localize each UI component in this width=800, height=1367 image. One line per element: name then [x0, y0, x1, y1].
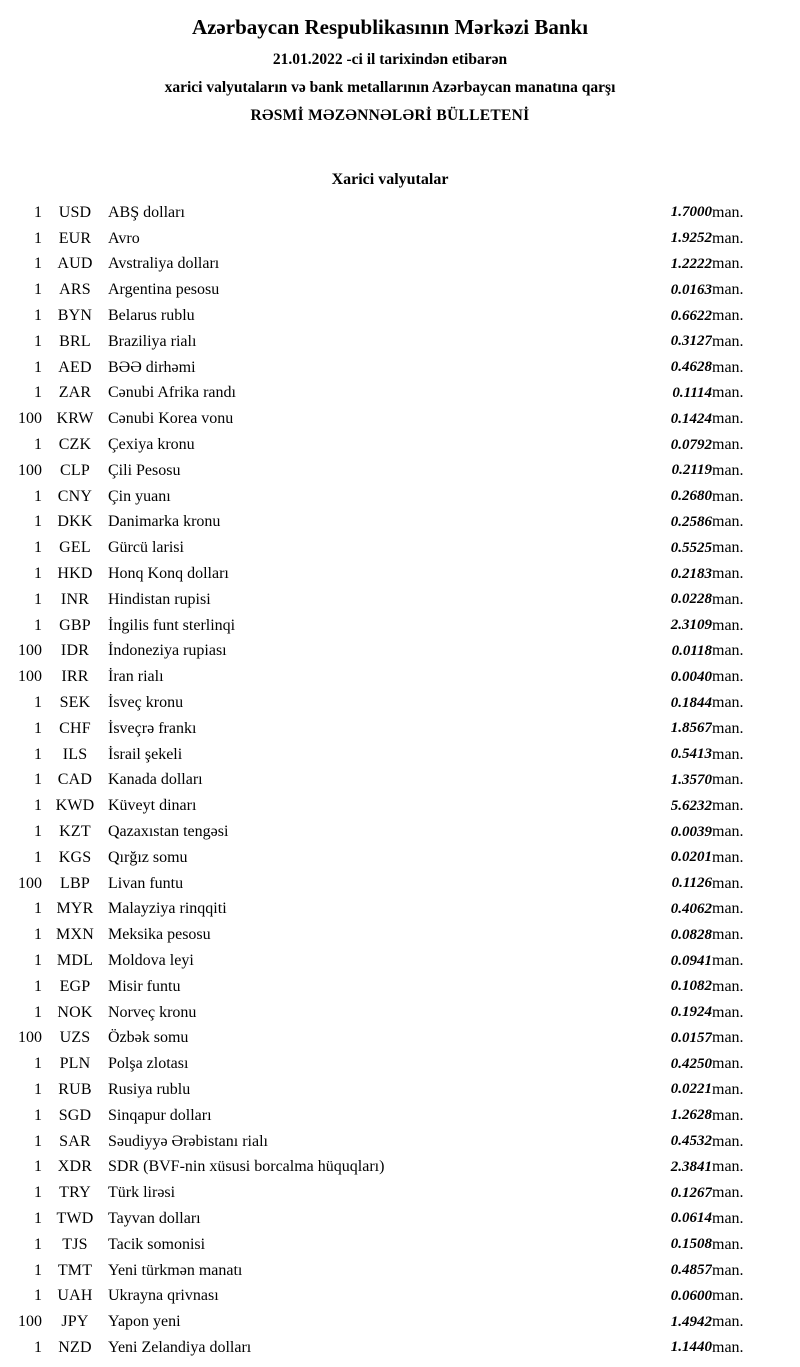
row-code: CHF [59, 719, 91, 737]
row-unit: man. [712, 410, 744, 428]
row-qty: 1 [34, 1261, 42, 1279]
row-unit: man. [712, 642, 744, 660]
row-rate: 0.1126 [671, 875, 712, 892]
rate-row [8, 226, 772, 252]
row-code: TWD [56, 1209, 94, 1227]
row-code: KGS [58, 848, 92, 866]
row-code: TJS [62, 1235, 88, 1253]
row-unit: man. [712, 487, 744, 505]
row-name: Avro [108, 229, 140, 247]
row-code: INR [60, 590, 90, 608]
row-unit: man. [712, 694, 744, 712]
row-rate: 0.4250 [670, 1055, 712, 1072]
rate-row [8, 458, 772, 484]
row-name: Braziliya rialı [108, 332, 197, 350]
row-unit: man. [712, 436, 744, 454]
row-unit: man. [712, 900, 744, 918]
row-code: TRY [59, 1184, 91, 1202]
row-unit: man. [712, 668, 744, 686]
row-qty: 1 [34, 565, 42, 583]
row-code: PLN [59, 1055, 91, 1073]
row-rate: 0.5525 [670, 539, 712, 556]
rate-row [8, 845, 772, 871]
rate-row [8, 432, 772, 458]
row-qty: 1 [34, 255, 42, 273]
row-rate: 1.8567 [670, 720, 712, 737]
row-name: Çili Pesosu [108, 461, 181, 479]
row-qty: 1 [34, 719, 42, 737]
row-rate: 0.0039 [670, 823, 712, 840]
rate-row [8, 1154, 772, 1180]
rate-row [8, 510, 772, 536]
row-qty: 1 [34, 745, 42, 763]
row-code: IDR [60, 642, 90, 660]
row-unit: man. [712, 1184, 744, 1202]
rate-row [8, 922, 772, 948]
row-code: RUB [58, 1080, 92, 1098]
row-unit: man. [712, 384, 744, 402]
row-rate: 1.4942 [670, 1313, 712, 1330]
bank-title: Azərbaycan Respublikasının Mərkəzi Bankı [191, 15, 589, 39]
row-code: BYN [57, 307, 93, 325]
row-rate: 0.1267 [670, 1184, 712, 1201]
row-name: İsveçrə frankı [108, 719, 197, 737]
row-rate: 0.4857 [670, 1262, 712, 1279]
row-code: EGP [59, 977, 91, 995]
row-code: CZK [58, 436, 92, 454]
row-qty: 1 [34, 1132, 42, 1150]
row-unit: man. [712, 255, 744, 273]
rate-row [8, 381, 772, 407]
row-unit: man. [712, 616, 744, 634]
row-qty: 1 [34, 590, 42, 608]
row-code: CAD [57, 771, 93, 789]
row-rate: 1.9252 [670, 230, 712, 247]
row-unit: man. [712, 926, 744, 944]
row-rate: 0.1082 [670, 978, 712, 995]
row-rate: 0.0157 [670, 1029, 712, 1046]
row-unit: man. [712, 823, 744, 841]
section-title: Xarici valyutalar [331, 171, 449, 188]
scope-line: xarici valyutaların və bank metallarının Azərbaycan manatına qarşı [164, 79, 616, 96]
row-qty: 1 [34, 436, 42, 454]
row-qty: 100 [18, 1029, 42, 1047]
row-rate: 0.0040 [670, 668, 712, 685]
row-rate: 0.0600 [670, 1287, 712, 1304]
row-rate: 0.5413 [670, 746, 712, 763]
row-code: SEK [59, 694, 91, 712]
row-qty: 1 [34, 539, 42, 557]
row-unit: man. [712, 1209, 744, 1227]
row-name: Rusiya rublu [108, 1080, 191, 1098]
row-code: BRL [59, 332, 91, 350]
row-unit: man. [712, 565, 744, 583]
row-name: Qazaxıstan tengəsi [108, 823, 229, 841]
row-name: Tacik somonisi [108, 1235, 206, 1253]
row-unit: man. [712, 1287, 744, 1305]
rate-row [8, 1103, 772, 1129]
row-name: Cənubi Afrika randı [108, 384, 236, 402]
rate-row [8, 664, 772, 690]
row-qty: 1 [34, 977, 42, 995]
row-unit: man. [712, 771, 744, 789]
row-qty: 1 [34, 694, 42, 712]
rate-row [8, 819, 772, 845]
row-name: Kanada dolları [108, 771, 203, 789]
row-qty: 100 [18, 461, 42, 479]
row-unit: man. [712, 1313, 744, 1331]
row-code: MYR [56, 900, 94, 918]
row-qty: 1 [34, 203, 42, 221]
row-name: Özbək somu [108, 1029, 189, 1047]
rate-row [8, 974, 772, 1000]
row-name: Livan funtu [108, 874, 184, 892]
rate-row [8, 1335, 772, 1361]
row-rate: 0.3127 [670, 333, 712, 350]
row-name: Malayziya rinqqiti [108, 900, 227, 918]
rate-row [8, 1129, 772, 1155]
row-qty: 1 [34, 1003, 42, 1021]
row-qty: 1 [34, 307, 42, 325]
row-code: JPY [61, 1313, 89, 1331]
row-name: İran rialı [108, 668, 164, 686]
row-rate: 1.1440 [670, 1339, 712, 1356]
row-code: DKK [57, 513, 93, 531]
rate-row [8, 793, 772, 819]
row-qty: 1 [34, 1338, 42, 1356]
row-name: İsveç kronu [108, 694, 184, 712]
rate-row [8, 329, 772, 355]
row-unit: man. [712, 461, 744, 479]
rate-row [8, 1309, 772, 1335]
row-name: İsrail şekeli [108, 745, 183, 763]
row-code: NZD [58, 1338, 92, 1356]
row-code: TMT [57, 1261, 93, 1279]
row-code: LBP [60, 874, 90, 892]
row-code: ILS [62, 745, 88, 763]
row-unit: man. [712, 1055, 744, 1073]
row-unit: man. [712, 977, 744, 995]
row-qty: 1 [34, 926, 42, 944]
row-name: Belarus rublu [108, 307, 195, 325]
row-code: KRW [56, 410, 94, 428]
row-qty: 1 [34, 848, 42, 866]
row-rate: 0.0828 [670, 926, 712, 943]
row-qty: 1 [34, 1235, 42, 1253]
row-qty: 1 [34, 1055, 42, 1073]
row-code: GEL [59, 539, 91, 557]
row-qty: 1 [34, 513, 42, 531]
rate-row [8, 1026, 772, 1052]
rate-row [8, 277, 772, 303]
row-unit: man. [712, 1132, 744, 1150]
row-name: Meksika pesosu [108, 926, 211, 944]
row-unit: man. [712, 1106, 744, 1124]
row-code: CNY [57, 487, 93, 505]
row-name: Gürcü larisi [108, 539, 184, 557]
row-code: MDL [56, 952, 94, 969]
row-rate: 0.0118 [671, 642, 712, 659]
row-rate: 0.0614 [670, 1210, 712, 1227]
row-unit: man. [712, 1003, 744, 1021]
row-qty: 1 [34, 1209, 42, 1227]
rate-row [8, 355, 772, 381]
row-rate: 0.0221 [670, 1081, 712, 1098]
row-qty: 1 [34, 384, 42, 402]
row-unit: man. [712, 590, 744, 608]
row-rate: 2.3841 [670, 1158, 712, 1175]
row-name: Küveyt dinarı [108, 797, 197, 815]
row-code: SAR [59, 1132, 91, 1150]
row-unit: man. [712, 332, 744, 350]
row-qty: 100 [18, 410, 42, 428]
rate-row [8, 587, 772, 613]
rate-row [8, 1051, 772, 1077]
row-unit: man. [712, 1235, 744, 1253]
row-rate: 1.2222 [670, 255, 712, 272]
rate-row [8, 613, 772, 639]
row-name: Tayvan dolları [108, 1209, 201, 1227]
row-rate: 1.2628 [670, 1107, 712, 1124]
row-rate: 0.1844 [670, 694, 712, 711]
row-code: EUR [58, 229, 92, 247]
row-code: KZT [59, 823, 91, 841]
row-qty: 1 [34, 797, 42, 815]
row-name: İndoneziya rupiası [108, 642, 227, 660]
rate-row [8, 1180, 772, 1206]
row-rate: 0.4062 [670, 900, 712, 917]
row-name: Səudiyyə Ərəbistanı rialı [108, 1132, 268, 1150]
rate-row [8, 561, 772, 587]
row-unit: man. [712, 1029, 744, 1047]
rate-row [8, 690, 772, 716]
row-name: Yeni türkmən manatı [108, 1261, 243, 1279]
rate-row [8, 716, 772, 742]
row-code: USD [58, 203, 92, 221]
row-code: IRR [61, 668, 89, 686]
row-code: GBP [59, 616, 91, 634]
row-rate: 5.6232 [670, 797, 712, 814]
row-unit: man. [712, 539, 744, 557]
row-qty: 1 [34, 1080, 42, 1098]
rate-row [8, 1283, 772, 1309]
row-unit: man. [712, 1338, 744, 1356]
row-unit: man. [712, 874, 744, 892]
row-rate: 0.1424 [670, 410, 712, 427]
rate-row [8, 303, 772, 329]
row-qty: 1 [34, 952, 42, 969]
row-rate: 0.4532 [670, 1133, 712, 1150]
row-code: UAH [57, 1287, 93, 1305]
row-name: Polşa zlotası [108, 1055, 189, 1073]
row-qty: 100 [18, 668, 42, 686]
rate-row [8, 742, 772, 768]
rate-row [8, 1000, 772, 1026]
rate-row [8, 484, 772, 510]
row-qty: 1 [34, 487, 42, 505]
rate-row [8, 639, 772, 665]
row-name: Hindistan rupisi [108, 590, 211, 608]
rate-row [8, 871, 772, 897]
row-unit: man. [712, 1080, 744, 1098]
rate-row [8, 406, 772, 432]
row-unit: man. [712, 281, 744, 299]
row-name: Norveç kronu [108, 1003, 197, 1021]
row-unit: man. [712, 513, 744, 531]
row-name: Honq Konq dolları [108, 565, 229, 583]
row-name: Türk lirəsi [108, 1184, 176, 1202]
row-code: CLP [60, 461, 90, 479]
rates-table [8, 200, 772, 1361]
row-qty: 1 [34, 281, 42, 299]
row-rate: 0.1114 [672, 384, 712, 401]
row-name: Danimarka kronu [108, 513, 221, 531]
row-rate: 0.2586 [670, 513, 712, 530]
rate-row [8, 252, 772, 278]
row-rate: 0.2680 [670, 488, 712, 505]
row-rate: 0.2119 [671, 462, 712, 479]
rate-row [8, 948, 772, 974]
row-name: Moldova leyi [108, 952, 194, 969]
bulletin-header [8, 14, 772, 130]
row-unit: man. [712, 952, 744, 969]
row-name: SDR (BVF-nin xüsusi borcalma hüquqları) [108, 1158, 385, 1176]
row-rate: 0.1508 [670, 1236, 712, 1253]
row-qty: 1 [34, 616, 42, 634]
row-name: Yeni Zelandiya dolları [108, 1338, 252, 1356]
row-rate: 2.3109 [670, 617, 712, 634]
row-rate: 0.1924 [670, 1004, 712, 1021]
row-name: BƏƏ dirhəmi [108, 358, 196, 376]
row-name: ABŞ dolları [108, 203, 185, 221]
row-code: MXN [56, 926, 94, 944]
rate-row [8, 1232, 772, 1258]
row-code: SGD [58, 1106, 92, 1124]
row-code: HKD [57, 565, 93, 583]
date-line: 21.01.2022 -ci il tarixindən etibarən [272, 51, 508, 68]
row-qty: 1 [34, 1184, 42, 1202]
row-unit: man. [712, 307, 744, 325]
row-name: Avstraliya dolları [108, 255, 220, 273]
row-qty: 100 [18, 642, 42, 660]
row-code: ARS [59, 281, 91, 299]
rate-row [8, 535, 772, 561]
row-name: İngilis funt sterlinqi [108, 616, 236, 634]
row-unit: man. [712, 229, 744, 247]
row-qty: 1 [34, 1106, 42, 1124]
row-qty: 100 [18, 1313, 42, 1331]
row-qty: 1 [34, 332, 42, 350]
row-qty: 1 [34, 823, 42, 841]
row-rate: 0.0792 [670, 436, 712, 453]
row-qty: 1 [34, 1287, 42, 1305]
rate-row [8, 1258, 772, 1284]
row-name: Çexiya kronu [108, 436, 195, 454]
row-unit: man. [712, 848, 744, 866]
row-qty: 1 [34, 358, 42, 376]
rate-row [8, 768, 772, 794]
row-name: Ukrayna qrivnası [108, 1287, 219, 1305]
row-code: KWD [55, 797, 95, 815]
row-rate: 0.0163 [670, 281, 712, 298]
row-rate: 0.2183 [670, 565, 712, 582]
row-rate: 0.4628 [670, 359, 712, 376]
row-name: Argentina pesosu [108, 281, 220, 299]
row-code: AUD [57, 255, 93, 273]
rate-row [8, 200, 772, 226]
row-name: Yapon yeni [108, 1313, 181, 1331]
row-rate: 0.0228 [670, 591, 712, 608]
row-unit: man. [712, 719, 744, 737]
row-name: Çin yuanı [108, 487, 171, 505]
row-qty: 1 [34, 771, 42, 789]
row-unit: man. [712, 358, 744, 376]
row-unit: man. [712, 745, 744, 763]
row-qty: 1 [34, 1158, 42, 1176]
row-qty: 100 [18, 874, 42, 892]
row-name: Sinqapur dolları [108, 1106, 212, 1124]
row-rate: 1.3570 [670, 771, 712, 788]
row-rate: 1.7000 [670, 204, 712, 221]
row-name: Qırğız somu [108, 848, 188, 866]
row-rate: 0.0201 [670, 849, 712, 866]
row-code: NOK [57, 1003, 93, 1021]
row-code: ZAR [58, 384, 92, 402]
row-name: Misir funtu [108, 977, 181, 995]
rate-row [8, 1206, 772, 1232]
row-name: Cənubi Korea vonu [108, 410, 234, 428]
row-code: AED [58, 358, 92, 376]
row-rate: 0.0941 [670, 952, 712, 969]
rates-table-body [8, 200, 772, 1361]
row-code: UZS [59, 1029, 91, 1047]
row-unit: man. [712, 203, 744, 221]
row-unit: man. [712, 1158, 744, 1176]
row-qty: 1 [34, 229, 42, 247]
row-unit: man. [712, 797, 744, 815]
bulletin-title: RƏSMİ MƏZƏNNƏLƏRİ BÜLLETENİ [250, 107, 530, 124]
rate-row [8, 897, 772, 923]
row-unit: man. [712, 1261, 744, 1279]
row-code: XDR [57, 1158, 93, 1176]
row-rate: 0.6622 [670, 307, 712, 324]
row-qty: 1 [34, 900, 42, 918]
rate-row [8, 1077, 772, 1103]
